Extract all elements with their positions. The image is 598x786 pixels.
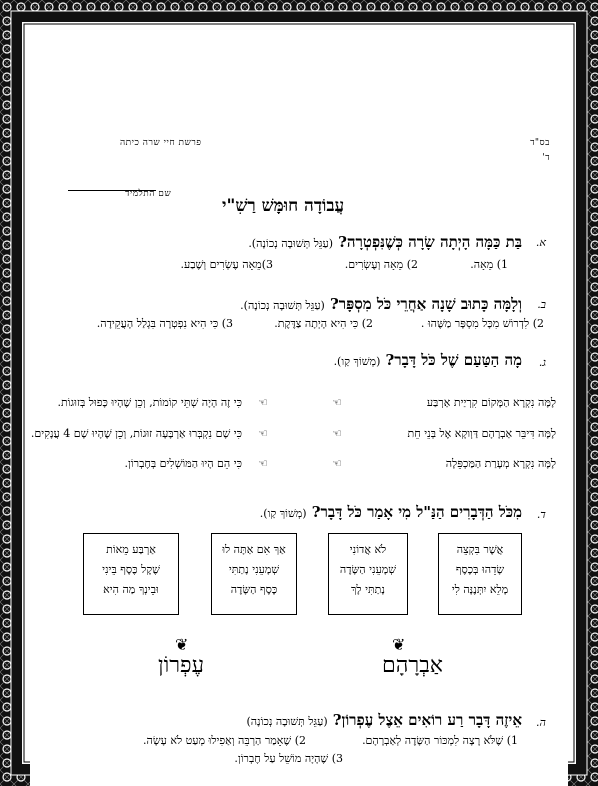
q3-number: ג. <box>538 356 546 369</box>
q1-text: בַּת כַּמָּה הָיְתָה שָׂרָה כְּשֶׁנִּפְטְרָה? <box>338 233 522 251</box>
quote-line: וּבֵינְךָ מַה הִיא <box>103 583 159 596</box>
q5-number: ה. <box>536 716 546 729</box>
besd-header: בס"ד <box>530 138 550 148</box>
q2-text: וְלָמָּה כָּתוּב שָׁנָה אַחֲרֵי כֹּל מִסְפָּר? <box>329 295 522 313</box>
q1-option-2[interactable]: 2) מֵאָה וְעֶשְׂרִים. <box>344 258 418 271</box>
quote-box-3[interactable] <box>211 533 297 615</box>
q2-question <box>240 294 522 314</box>
quote-line: אֲשֶׁר בִּקְצֵה <box>456 543 504 556</box>
q5-text: אֵיזֶה דָּבָר רַע רוֹאִים אֵצֶל עֶפְרוֹן? <box>332 711 522 729</box>
quote-line: שָׂדֵהוּ בְּכֶסֶף <box>455 563 505 576</box>
q1-option-3[interactable]: 3)מֵאָה עֶשְׂרִים וְשֶׁבַע. <box>180 258 273 271</box>
grade-header: ד' <box>542 153 550 163</box>
worksheet-page <box>30 30 568 786</box>
quote-line: מָלֵא יִתְּנֶנָּה לִי <box>451 583 509 596</box>
q4-instruction: (מְשׁוֹךְ קַו). <box>259 507 307 520</box>
q1-option-1[interactable]: 1) מֵאָה. <box>470 258 508 271</box>
q4-question <box>260 502 522 522</box>
quote-line: כֶּסֶף הַשָּׂדֶה <box>230 583 278 596</box>
quote-line: אַרְבַּע מֵאוֹת <box>106 543 156 556</box>
name-efron[interactable]: עֶפְרוֹן <box>158 653 205 678</box>
q3-right-item-2[interactable]: לָמָּה דִּיבֵּר אַבְרָהָם דַּוְוקָא אֶל בְּנֵי חֵת <box>407 427 556 440</box>
quote-line: שְׁמָעֵנִי הַשָּׂדֶה <box>339 563 397 576</box>
quote-line: שֶׁקֶל כֶּסֶף בֵּינִי <box>102 563 160 576</box>
pointing-hand-icon: ☜ <box>258 457 268 470</box>
q5-option-1[interactable]: 1) שֶׁלֹּא רָצָה לִמְכּוֹר הַשָּׂדֶה לְאַבְרָהָם. <box>362 734 518 747</box>
flourish-ornament-icon: ❦ <box>392 635 406 654</box>
q2-option-1[interactable]: 2) לִדְרוֹשׁ מִכָּל מִסְפָּר מַשֶּׁהוּ . <box>420 317 544 330</box>
student-name-text: שם התלמיד <box>125 189 172 199</box>
pointing-hand-icon: ☜ <box>332 427 342 440</box>
q5-option-3[interactable]: 3) שֶׁהָיָה מוֹשֵׁל עַל חֶבְרוֹן. <box>234 752 343 765</box>
quote-line: שְׁמָעֵנִי נָתַתִּי <box>228 563 280 576</box>
q3-instruction: (מְשׁוֹךְ קַו). <box>333 355 381 368</box>
q3-left-item-2[interactable]: כִּי שָׁם נִקְבְּרוּ אַרְבָּעָה זוּגוֹת, וְכֵן שֶׁהָיוּ שָׁם 4 עֲנָקִים. <box>30 427 242 440</box>
quote-box-2[interactable] <box>328 533 408 615</box>
flourish-ornament-icon: ❦ <box>175 635 189 654</box>
quote-line: נָתַתִּי לָךְ <box>351 583 385 596</box>
q3-text: מָה הַטַּעַם שֶׁל כֹּל דָּבָר? <box>385 351 522 369</box>
quote-line: אַךְ אִם אַתָּה לוּ <box>222 543 286 556</box>
q3-question <box>334 350 522 370</box>
pointing-hand-icon: ☜ <box>258 427 268 440</box>
page-title: עֲבוֹדָה חוּמָּשׁ רַשִׁ"י <box>222 196 345 216</box>
pointing-hand-icon: ☜ <box>332 396 342 409</box>
q5-instruction: (עַגֵּל תְּשׁוּבָה נְכוֹנָה) <box>246 715 328 728</box>
name-avraham[interactable]: אַבְרָהָם <box>382 653 443 678</box>
q3-right-item-3[interactable]: לָמָּה נִקְרָא מְעָרַת הַמַּכְפֵּלָה <box>445 457 556 470</box>
student-name-line[interactable] <box>68 180 156 191</box>
q3-left-item-1[interactable]: כִּי זֶה הָיָה שְׁתֵּי קוֹמוֹת, וְכֵן שֶׁהָיוּ כָּפוּל בְּזוּגוֹת. <box>57 396 242 409</box>
pointing-hand-icon: ☜ <box>332 457 342 470</box>
q1-number: א. <box>535 236 546 249</box>
q2-option-3[interactable]: 3) כִּי הִיא נִפְטְרָה בִּגְלַל הָעֲקֵידָה. <box>96 317 233 330</box>
q2-option-2[interactable]: 2) כִּי הִיא הָיְתָה צַדֶּקֶת. <box>274 317 373 330</box>
quote-box-4[interactable] <box>83 533 179 615</box>
quote-box-1[interactable] <box>438 533 522 615</box>
q1-question <box>248 232 522 252</box>
q5-question <box>246 710 522 730</box>
q3-right-item-1[interactable]: לָמָּה נִקְרָא הַמָּקוֹם קִרְיַית אַרְבַּע <box>426 396 556 409</box>
q2-instruction: (עַגֵּל תְּשׁוּבָה נְכוֹנָה). <box>240 299 325 312</box>
q5-option-2[interactable]: 2) שֶׁאָמַר הַרְבֵּה וְאַפִילוּ מְעַט לֹא עָשָׂה. <box>143 734 306 747</box>
q3-left-item-3[interactable]: כִּי הֵם הָיוּ הַמּוֹשְׁלִים בְּחֶבְרוֹן. <box>124 457 242 470</box>
parsha-header: פרשת חיי שרה כיתה <box>120 138 202 148</box>
q2-number: ב. <box>537 298 546 311</box>
q4-number: ד. <box>536 508 546 521</box>
quote-line: לֹא אֲדוֹנִי <box>349 543 387 556</box>
pointing-hand-icon: ☜ <box>258 396 268 409</box>
q1-instruction: (עַגֵּל תְּשׁוּבָה נְכוֹנָה). <box>248 237 333 250</box>
q4-text: מִכֹּל הַדְּבָרִים הַנַּ"ל מִי אָמַר כֹּל דָּבָר? <box>311 503 522 521</box>
